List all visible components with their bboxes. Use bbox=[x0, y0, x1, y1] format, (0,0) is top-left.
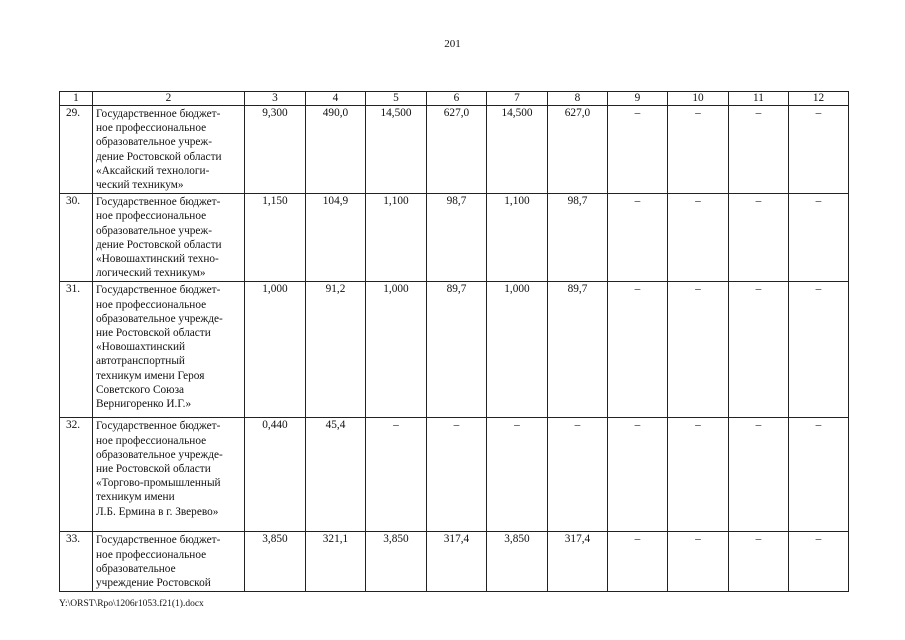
value-cell: 1,000 bbox=[245, 282, 306, 418]
column-header: 6 bbox=[427, 92, 487, 106]
value-cell: 1,150 bbox=[245, 194, 306, 282]
value-cell: 627,0 bbox=[427, 106, 487, 194]
column-header: 8 bbox=[548, 92, 608, 106]
institution-name bbox=[93, 418, 245, 532]
value-cell: – bbox=[729, 532, 789, 592]
name-line: дение Ростовской области bbox=[96, 238, 222, 251]
value-cell: – bbox=[789, 418, 849, 532]
name-line: логический техникум» bbox=[96, 267, 206, 280]
value-cell: 104,9 bbox=[306, 194, 366, 282]
value-cell: – bbox=[789, 282, 849, 418]
value-cell: – bbox=[668, 282, 729, 418]
table-row bbox=[60, 106, 849, 194]
budget-table bbox=[59, 91, 849, 592]
name-line: техникум имени Героя bbox=[96, 369, 205, 382]
value-cell: – bbox=[608, 106, 668, 194]
name-line: учреждение Ростовской bbox=[96, 577, 211, 590]
row-number: 33. bbox=[60, 532, 93, 592]
name-line: Государственное бюджет- bbox=[96, 284, 221, 297]
value-cell: 14,500 bbox=[487, 106, 548, 194]
value-cell: – bbox=[608, 532, 668, 592]
name-line: Вернигоренко И.Г.» bbox=[96, 398, 192, 411]
name-line: Государственное бюджет- bbox=[96, 196, 221, 209]
value-cell: – bbox=[668, 532, 729, 592]
name-line: ное профессиональное bbox=[96, 298, 207, 311]
value-cell: – bbox=[729, 282, 789, 418]
value-cell: – bbox=[608, 282, 668, 418]
value-cell: – bbox=[548, 418, 608, 532]
value-cell: – bbox=[608, 194, 668, 282]
name-line: Советского Союза bbox=[96, 383, 185, 396]
value-cell: 317,4 bbox=[548, 532, 608, 592]
column-header: 10 bbox=[668, 92, 729, 106]
value-cell: – bbox=[668, 418, 729, 532]
name-line: образовательное учреж- bbox=[96, 224, 212, 237]
value-cell: 490,0 bbox=[306, 106, 366, 194]
value-cell: – bbox=[487, 418, 548, 532]
row-number: 30. bbox=[60, 194, 93, 282]
name-line: дение Ростовской области bbox=[96, 150, 222, 163]
column-header: 7 bbox=[487, 92, 548, 106]
value-cell: 321,1 bbox=[306, 532, 366, 592]
header-row bbox=[60, 92, 849, 106]
name-line: Государственное бюджет- bbox=[96, 420, 221, 433]
row-number: 29. bbox=[60, 106, 93, 194]
column-header: 3 bbox=[245, 92, 306, 106]
value-cell: – bbox=[668, 194, 729, 282]
name-line: ное профессиональное bbox=[96, 548, 207, 561]
value-cell: 91,2 bbox=[306, 282, 366, 418]
value-cell: 45,4 bbox=[306, 418, 366, 532]
row-number: 31. bbox=[60, 282, 93, 418]
value-cell: – bbox=[427, 418, 487, 532]
column-header: 1 bbox=[60, 92, 93, 106]
name-line: образовательное bbox=[96, 562, 176, 575]
name-line: ное профессиональное bbox=[96, 434, 207, 447]
value-cell: – bbox=[668, 106, 729, 194]
value-cell: 317,4 bbox=[427, 532, 487, 592]
institution-name bbox=[93, 106, 245, 194]
value-cell: 1,100 bbox=[366, 194, 427, 282]
name-line: «Торгово-промышленный bbox=[96, 477, 221, 490]
name-line: образовательное учрежде- bbox=[96, 448, 223, 461]
value-cell: 627,0 bbox=[548, 106, 608, 194]
name-line: Государственное бюджет- bbox=[96, 108, 221, 120]
value-cell: 89,7 bbox=[548, 282, 608, 418]
value-cell: 0,440 bbox=[245, 418, 306, 532]
name-line: ное профессиональное bbox=[96, 122, 207, 135]
value-cell: – bbox=[789, 106, 849, 194]
column-header: 5 bbox=[366, 92, 427, 106]
value-cell: – bbox=[789, 194, 849, 282]
name-line: образовательное учреж- bbox=[96, 136, 212, 149]
institution-name bbox=[93, 532, 245, 592]
value-cell: – bbox=[729, 106, 789, 194]
name-line: ние Ростовской области bbox=[96, 327, 211, 340]
table-row bbox=[60, 194, 849, 282]
name-line: автотранспортный bbox=[96, 355, 185, 368]
value-cell: 98,7 bbox=[548, 194, 608, 282]
row-number: 32. bbox=[60, 418, 93, 532]
value-cell: – bbox=[729, 194, 789, 282]
name-line: ческий техникум» bbox=[96, 179, 184, 192]
name-line: ное профессиональное bbox=[96, 210, 207, 223]
value-cell: 1,000 bbox=[366, 282, 427, 418]
value-cell: – bbox=[789, 532, 849, 592]
value-cell: 1,000 bbox=[487, 282, 548, 418]
value-cell: 3,850 bbox=[487, 532, 548, 592]
value-cell: 98,7 bbox=[427, 194, 487, 282]
column-header: 2 bbox=[93, 92, 245, 106]
name-line: «Новошахтинский bbox=[96, 341, 186, 354]
name-line: Государственное бюджет- bbox=[96, 534, 221, 547]
page-number: 201 bbox=[444, 38, 461, 50]
value-cell: 3,850 bbox=[245, 532, 306, 592]
file-path: Y:\ORST\Rpo\1206r1053.f21(1).docx bbox=[59, 599, 204, 609]
value-cell: 3,850 bbox=[366, 532, 427, 592]
value-cell: 9,300 bbox=[245, 106, 306, 194]
column-header: 9 bbox=[608, 92, 668, 106]
column-header: 4 bbox=[306, 92, 366, 106]
name-line: Л.Б. Ермина в г. Зверево» bbox=[96, 505, 219, 518]
value-cell: 14,500 bbox=[366, 106, 427, 194]
name-line: «Аксайский технологи- bbox=[96, 164, 210, 177]
column-header: 12 bbox=[789, 92, 849, 106]
name-line: «Новошахтинский техно- bbox=[96, 253, 219, 266]
column-header: 11 bbox=[729, 92, 789, 106]
table-row bbox=[60, 418, 849, 532]
value-cell: – bbox=[366, 418, 427, 532]
name-line: ние Ростовской области bbox=[96, 463, 211, 476]
name-line: образовательное учрежде- bbox=[96, 312, 223, 325]
table-row bbox=[60, 282, 849, 418]
value-cell: 89,7 bbox=[427, 282, 487, 418]
value-cell: – bbox=[608, 418, 668, 532]
institution-name bbox=[93, 194, 245, 282]
name-line: техникум имени bbox=[96, 491, 175, 504]
table-row bbox=[60, 532, 849, 592]
value-cell: 1,100 bbox=[487, 194, 548, 282]
value-cell: – bbox=[729, 418, 789, 532]
institution-name bbox=[93, 282, 245, 418]
